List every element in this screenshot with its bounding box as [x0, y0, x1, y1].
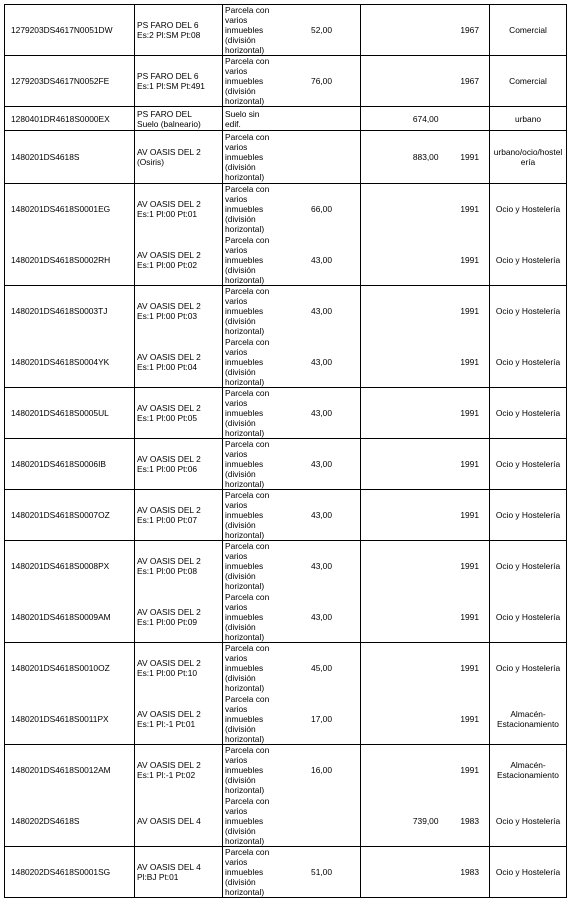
property-use	[490, 694, 567, 745]
property-type-line: (división	[225, 723, 256, 734]
property-type-line: inmuebles	[225, 663, 264, 674]
property-address-line: AV OASIS DEL 2	[137, 249, 201, 260]
cadastral-reference: 1480201DS4618S0008PX	[5, 541, 135, 592]
property-type-line: edif.	[225, 118, 241, 129]
table-body	[5, 5, 567, 898]
construction-year: 1991	[445, 184, 490, 235]
table-row	[5, 592, 567, 643]
property-type-line: Parcela con	[225, 184, 270, 195]
property-use-line: Estacionamiento	[497, 770, 559, 781]
property-type-line: (división	[225, 825, 256, 836]
property-type	[223, 56, 281, 107]
property-address-line: Es:1 Pl:00 Pt:10	[137, 668, 198, 679]
cadastral-reference: 1480201DS4618S0010OZ	[5, 643, 135, 694]
property-type-line: horizontal)	[225, 733, 265, 744]
property-address-line: AV OASIS DEL 2	[137, 403, 201, 413]
property-address-line: Es:1 Pl:-1 Pt:02	[137, 770, 196, 781]
property-type-line: horizontal)	[225, 581, 265, 592]
property-address	[135, 592, 223, 643]
property-type-line: horizontal)	[225, 376, 265, 387]
property-use-line: Ocio y Hostelería	[495, 254, 561, 265]
property-address-line: PS FARO DEL	[137, 108, 192, 119]
property-type-line: inmuebles	[225, 765, 264, 776]
property-type-line: (división	[225, 571, 256, 582]
construction-year: 1983	[460, 815, 479, 826]
property-type-line: inmuebles	[225, 76, 264, 86]
construction-year: 1991	[445, 745, 490, 796]
property-address-line: Es:1 Pl:00 Pt:04	[137, 361, 198, 372]
property-type-line: Suelo sin	[225, 108, 260, 119]
property-type-line: (división	[225, 520, 256, 530]
property-address-line: Es:1 Pl:SM Pt:491	[137, 81, 205, 91]
property-type-line: inmuebles	[225, 510, 264, 520]
plot-surface	[361, 337, 445, 388]
built-surface	[281, 131, 361, 184]
property-use	[490, 847, 567, 898]
property-type	[223, 643, 281, 694]
property-type-line: varios	[225, 449, 248, 459]
built-surface: 43,00	[311, 254, 332, 265]
table-row	[5, 745, 567, 796]
property-use-line: Ocio y Hostelería	[495, 561, 561, 572]
property-use-line: Estacionamiento	[497, 718, 559, 729]
property-type-line: varios	[225, 194, 248, 205]
property-address-line: PS FARO DEL 6	[137, 20, 199, 30]
plot-surface	[361, 745, 445, 796]
table-row	[5, 184, 567, 235]
property-address-line: Es:1 Pl:00 Pt:01	[137, 209, 198, 220]
property-type-line: horizontal)	[225, 683, 265, 694]
cadastral-reference: 1279203DS4617N0051DW	[5, 5, 135, 56]
property-type-line: horizontal)	[225, 224, 265, 235]
property-type-line: (división	[225, 418, 256, 428]
table-row	[5, 56, 567, 107]
plot-surface	[361, 541, 445, 592]
property-type	[223, 439, 281, 490]
property-type-line: (división	[225, 316, 256, 327]
property-type-line: horizontal)	[225, 96, 265, 106]
property-use-line: Ocio y Hostelería	[495, 611, 561, 622]
property-use-line: Almacén-	[510, 708, 546, 719]
property-address	[135, 694, 223, 745]
construction-year: 1967	[445, 5, 490, 56]
property-address-line: Es:1 Pl:00 Pt:06	[137, 464, 198, 474]
construction-year: 1967	[445, 56, 490, 107]
plot-surface: 739,00	[361, 796, 445, 847]
property-type-line: Parcela con	[225, 336, 270, 347]
property-use-line: Ocio y Hostelería	[495, 815, 561, 826]
property-use-line: Ocio y Hostelería	[495, 459, 561, 469]
property-address	[135, 490, 223, 541]
built-surface: 51,00	[281, 847, 361, 898]
property-type-line: horizontal)	[225, 428, 265, 438]
property-type-line: inmuebles	[225, 356, 264, 367]
property-type-line: (división	[225, 162, 256, 172]
property-type-line: Parcela con	[225, 132, 270, 142]
property-type-line: inmuebles	[225, 254, 264, 265]
cadastral-reference: 1480201DS4618S0004YK	[5, 337, 135, 388]
property-use	[490, 235, 567, 286]
property-type-line: horizontal)	[225, 274, 265, 285]
property-type-line: inmuebles	[225, 25, 264, 35]
property-type-line: Parcela con	[225, 490, 270, 500]
plot-surface	[361, 286, 445, 337]
table-row	[5, 5, 567, 56]
built-surface: 16,00	[281, 745, 361, 796]
property-type-line: (división	[225, 264, 256, 275]
property-address	[135, 796, 223, 847]
property-address	[135, 184, 223, 235]
property-type-line: varios	[225, 703, 248, 714]
construction-year: 1991	[460, 713, 479, 724]
table-row	[5, 337, 567, 388]
property-use-line: Comercial	[509, 25, 547, 35]
property-address	[135, 745, 223, 796]
property-type-line: Parcela con	[225, 439, 270, 449]
property-use	[490, 796, 567, 847]
property-use-line: Ocio y Hostelería	[495, 510, 561, 520]
property-address-line: Es:1 Pl:00 Pt:02	[137, 259, 198, 270]
cadastral-reference: 1480201DS4618S0007OZ	[5, 490, 135, 541]
property-use	[490, 56, 567, 107]
table-row	[5, 643, 567, 694]
plot-surface	[361, 56, 445, 107]
property-type	[223, 745, 281, 796]
property-type-line: varios	[225, 755, 248, 766]
cadastral-reference: 1280401DR4618S0000EX	[5, 107, 135, 131]
plot-surface	[361, 643, 445, 694]
property-address-line: Es:1 Pl:00 Pt:09	[137, 616, 198, 627]
table-row	[5, 286, 567, 337]
property-use	[490, 131, 567, 184]
property-type-line: inmuebles	[225, 867, 264, 877]
property-type	[223, 796, 281, 847]
property-type-line: horizontal)	[225, 479, 265, 489]
property-use	[490, 286, 567, 337]
property-type-line: varios	[225, 142, 248, 152]
property-type-line: varios	[225, 346, 248, 357]
property-use	[490, 107, 567, 131]
property-address-line: AV OASIS DEL 2	[137, 199, 201, 210]
table-row	[5, 439, 567, 490]
cadastral-reference: 1480201DS4618S0009AM	[5, 592, 135, 643]
property-use	[490, 337, 567, 388]
construction-year: 1991	[460, 254, 479, 265]
property-use-line: Ocio y Hostelería	[495, 408, 561, 418]
property-use-line: urbano/ocio/hostel	[493, 147, 563, 157]
property-use-line: Ocio y Hostelería	[495, 867, 561, 877]
property-type-line: varios	[225, 15, 248, 25]
property-type	[223, 184, 281, 235]
construction-year: 1991	[445, 286, 490, 337]
cadastral-reference: 1480201DS4618S0001EG	[5, 184, 135, 235]
built-surface: 43,00	[311, 356, 332, 367]
property-address-line: Pl:BJ Pt:01	[137, 872, 179, 882]
property-type-line: Parcela con	[225, 56, 270, 66]
property-address	[135, 847, 223, 898]
property-type-line: varios	[225, 857, 248, 867]
built-surface	[281, 107, 361, 131]
table-row	[5, 490, 567, 541]
property-address-line: AV OASIS DEL 2	[137, 760, 201, 771]
property-type-line: Parcela con	[225, 388, 270, 398]
table-row	[5, 796, 567, 847]
property-type-line: varios	[225, 500, 248, 510]
property-address	[135, 286, 223, 337]
property-use-line: ería	[520, 157, 536, 167]
plot-surface	[361, 847, 445, 898]
property-type-line: Parcela con	[225, 847, 270, 857]
construction-year: 1991	[445, 131, 490, 184]
property-use-line: Almacén-	[510, 760, 546, 771]
built-surface: 76,00	[281, 56, 361, 107]
cadastral-reference: 1480201DS4618S0006IB	[5, 439, 135, 490]
plot-surface	[361, 490, 445, 541]
property-use	[490, 5, 567, 56]
property-type-line: Parcela con	[225, 541, 270, 552]
built-surface: 43,00	[281, 490, 361, 541]
property-type-line: Parcela con	[225, 5, 270, 15]
property-type-line: varios	[225, 66, 248, 76]
property-address-line: AV OASIS DEL 2	[137, 454, 201, 464]
property-type-line: horizontal)	[225, 835, 265, 846]
construction-year: 1991	[445, 643, 490, 694]
property-type-line: horizontal)	[225, 785, 265, 796]
property-address	[135, 337, 223, 388]
property-type-line: inmuebles	[225, 561, 264, 572]
cadastral-reference: 1480201DS4618S0005UL	[5, 388, 135, 439]
property-address-line: AV OASIS DEL 4	[137, 815, 201, 826]
property-use	[490, 388, 567, 439]
property-type-line: varios	[225, 244, 248, 255]
property-use	[490, 592, 567, 643]
property-type-line: (división	[225, 86, 256, 96]
property-use	[490, 490, 567, 541]
property-address-line: AV OASIS DEL 2	[137, 556, 201, 567]
property-type-line: (división	[225, 214, 256, 225]
property-type	[223, 5, 281, 56]
built-surface: 45,00	[281, 643, 361, 694]
construction-year: 1991	[460, 611, 479, 622]
property-address-line: AV OASIS DEL 2	[137, 505, 201, 515]
property-type-line: varios	[225, 398, 248, 408]
cadastral-reference: 1480201DS4618S	[5, 131, 135, 184]
property-type-line: inmuebles	[225, 459, 264, 469]
property-address	[135, 388, 223, 439]
construction-year: 1991	[445, 388, 490, 439]
property-type-line: Parcela con	[225, 591, 270, 602]
built-surface	[281, 796, 361, 847]
built-surface: 43,00	[281, 541, 361, 592]
property-type-line: varios	[225, 653, 248, 664]
property-address-line: Suelo (balneario)	[137, 118, 201, 129]
property-use-line: Ocio y Hostelería	[495, 306, 561, 317]
plot-surface	[361, 5, 445, 56]
plot-surface	[361, 184, 445, 235]
property-address-line: AV OASIS DEL 2	[137, 301, 201, 312]
built-surface: 43,00	[311, 611, 332, 622]
property-type-line: Parcela con	[225, 286, 270, 297]
table-row	[5, 131, 567, 184]
property-type-line: varios	[225, 805, 248, 816]
property-address	[135, 5, 223, 56]
property-address-line: AV OASIS DEL 2	[137, 658, 201, 669]
property-type-line: (división	[225, 366, 256, 377]
built-surface: 43,00	[281, 388, 361, 439]
property-type	[223, 694, 281, 745]
property-type-line: horizontal)	[225, 45, 265, 55]
cadastral-reference: 1480202DS4618S0001SG	[5, 847, 135, 898]
property-type-line: Parcela con	[225, 643, 270, 654]
property-type	[223, 131, 281, 184]
property-address-line: AV OASIS DEL 2	[137, 147, 201, 157]
property-type-line: (división	[225, 35, 256, 45]
property-type	[223, 847, 281, 898]
property-address-line: Es:1 Pl:00 Pt:05	[137, 413, 198, 423]
property-type-line: inmuebles	[225, 611, 264, 622]
built-surface: 52,00	[281, 5, 361, 56]
cadastral-reference: 1480201DS4618S0002RH	[5, 235, 135, 286]
property-type-line: inmuebles	[225, 815, 264, 826]
property-type	[223, 541, 281, 592]
property-address	[135, 439, 223, 490]
property-address-line: Es:1 Pl:00 Pt:03	[137, 311, 198, 322]
property-address-line: (Osiris)	[137, 157, 164, 167]
property-address	[135, 643, 223, 694]
construction-year: 1991	[445, 541, 490, 592]
property-address-line: AV OASIS DEL 2	[137, 351, 201, 362]
property-address	[135, 235, 223, 286]
property-address	[135, 131, 223, 184]
property-type-line: (división	[225, 877, 256, 887]
table-row	[5, 388, 567, 439]
property-type	[223, 286, 281, 337]
property-use-line: Ocio y Hostelería	[495, 356, 561, 367]
property-type	[223, 592, 281, 643]
built-surface: 17,00	[311, 713, 332, 724]
table-row	[5, 107, 567, 131]
property-type-line: horizontal)	[225, 326, 265, 337]
property-use-line: urbano	[514, 113, 542, 124]
property-address-line: Es:1 Pl:-1 Pt:01	[137, 718, 196, 729]
built-surface: 43,00	[281, 439, 361, 490]
construction-year: 1983	[445, 847, 490, 898]
property-address-line: AV OASIS DEL 2	[137, 708, 201, 719]
property-use	[490, 541, 567, 592]
property-use	[490, 745, 567, 796]
property-type-line: inmuebles	[225, 408, 264, 418]
property-address-line: AV OASIS DEL 2	[137, 606, 201, 617]
plot-surface	[361, 439, 445, 490]
property-use	[490, 643, 567, 694]
property-type-line: inmuebles	[225, 204, 264, 215]
built-surface: 43,00	[281, 286, 361, 337]
property-type-line: (división	[225, 621, 256, 632]
property-use-line: Ocio y Hostelería	[495, 204, 561, 215]
construction-year: 1991	[445, 490, 490, 541]
property-use-line: Comercial	[509, 76, 547, 86]
property-address	[135, 541, 223, 592]
property-use-line: Ocio y Hostelería	[495, 663, 561, 674]
cadastral-reference: 1480202DS4618S	[5, 796, 135, 847]
property-type-line: varios	[225, 551, 248, 562]
property-address	[135, 107, 223, 131]
cadastral-reference: 1480201DS4618S0011PX	[5, 694, 135, 745]
property-type	[223, 337, 281, 388]
construction-year: 1991	[460, 356, 479, 367]
property-type	[223, 388, 281, 439]
construction-year: 1991	[445, 439, 490, 490]
property-use	[490, 184, 567, 235]
property-type-line: Parcela con	[225, 745, 270, 756]
property-use	[490, 439, 567, 490]
cadastral-reference: 1480201DS4618S0003TJ	[5, 286, 135, 337]
table-row	[5, 541, 567, 592]
property-address-line: Es:1 Pl:00 Pt:07	[137, 515, 198, 525]
property-type-line: varios	[225, 296, 248, 307]
cadastral-reference: 1480201DS4618S0012AM	[5, 745, 135, 796]
property-type-line: horizontal)	[225, 172, 265, 182]
property-type-line: horizontal)	[225, 887, 265, 897]
property-type	[223, 235, 281, 286]
property-type-line: horizontal)	[225, 631, 265, 642]
property-type-line: Parcela con	[225, 795, 270, 806]
property-type-line: Parcela con	[225, 234, 270, 245]
property-type-line: (división	[225, 673, 256, 684]
plot-surface	[361, 592, 445, 643]
property-address-line: Es:1 Pl:00 Pt:08	[137, 566, 198, 577]
table-row	[5, 235, 567, 286]
table-row	[5, 847, 567, 898]
plot-surface	[361, 694, 445, 745]
property-type-line: varios	[225, 601, 248, 612]
built-surface: 66,00	[281, 184, 361, 235]
property-address-line: Es:2 Pl:SM Pt:08	[137, 30, 201, 40]
property-type-line: (división	[225, 775, 256, 786]
property-type-line: (división	[225, 469, 256, 479]
plot-surface	[361, 235, 445, 286]
plot-surface	[361, 388, 445, 439]
cadastral-table	[4, 4, 567, 898]
property-address-line: PS FARO DEL 6	[137, 71, 199, 81]
property-address	[135, 56, 223, 107]
property-type	[223, 490, 281, 541]
property-type	[223, 107, 281, 131]
property-type-line: horizontal)	[225, 530, 265, 540]
property-type-line: Parcela con	[225, 693, 270, 704]
property-type-line: inmuebles	[225, 152, 264, 162]
table-row	[5, 694, 567, 745]
plot-surface: 674,00	[361, 107, 445, 131]
construction-year	[445, 107, 490, 131]
property-address-line: AV OASIS DEL 4	[137, 862, 201, 872]
property-type-line: inmuebles	[225, 306, 264, 317]
plot-surface: 883,00	[361, 131, 445, 184]
cadastral-reference: 1279203DS4617N0052FE	[5, 56, 135, 107]
property-type-line: inmuebles	[225, 713, 264, 724]
